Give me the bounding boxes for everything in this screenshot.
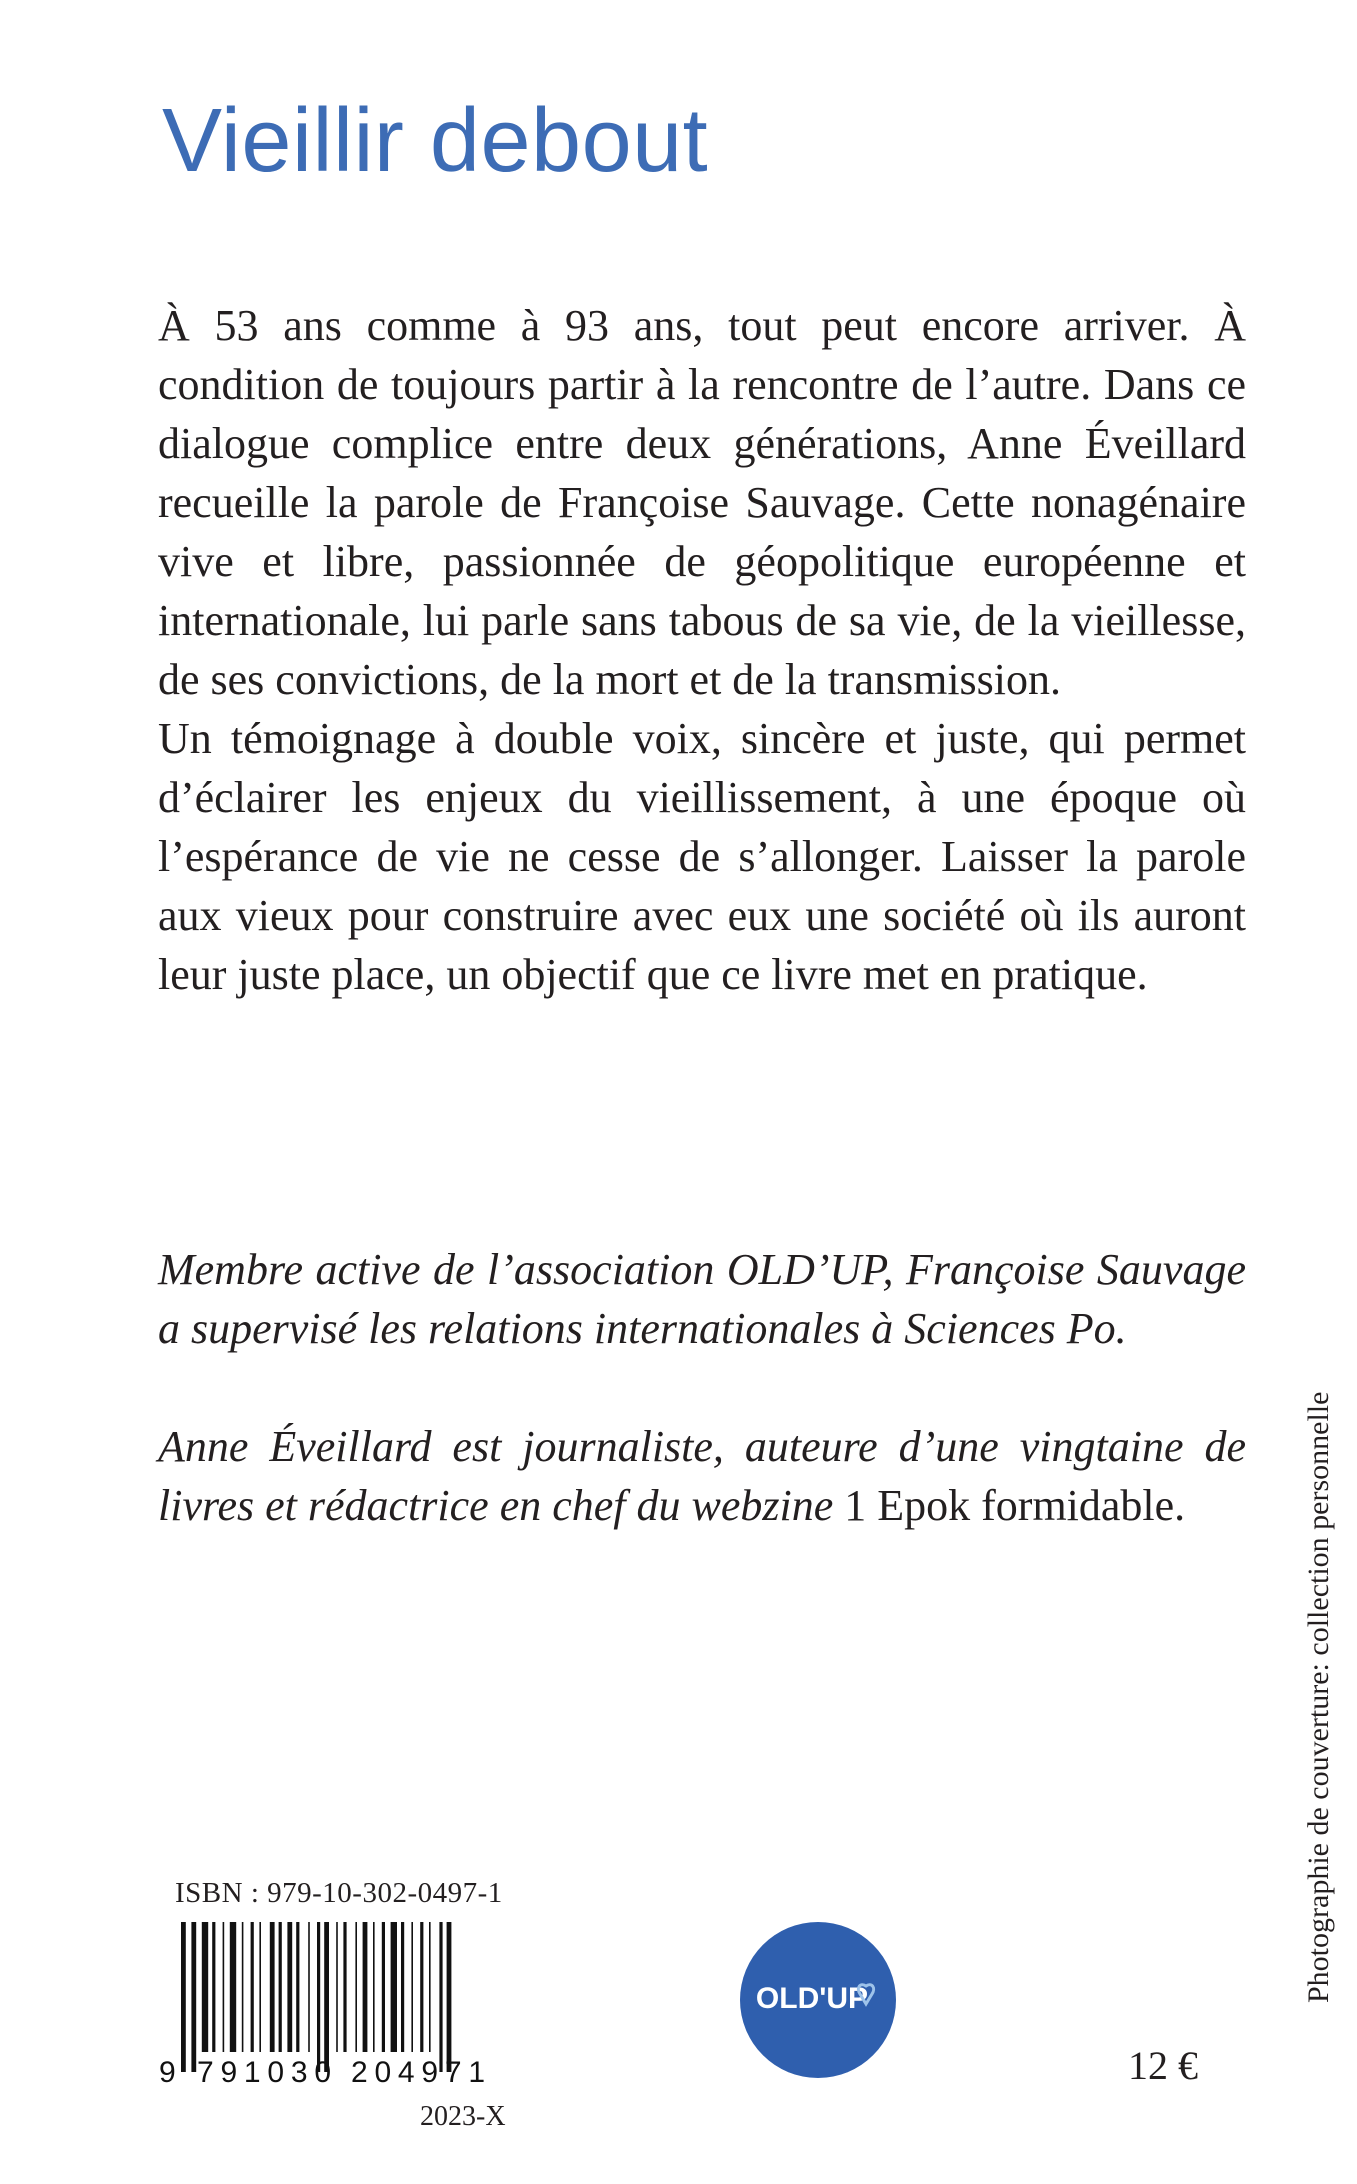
- barcode-digits-left: 791030: [197, 2056, 331, 2087]
- barcode-bar: [296, 1922, 299, 2052]
- photo-credit: Photographie de couverture: collection personnelle: [1302, 1391, 1335, 2003]
- barcode-bar: [336, 1922, 338, 2052]
- barcode-bar: [343, 1922, 346, 2052]
- oldup-logo: [738, 1920, 898, 2080]
- barcode-bar: [382, 1922, 385, 2052]
- author-bio-anne-text: Anne Éveillard est journaliste, auteure d’une vingtaine de livres et rédactrice en chef du webzine: [158, 1422, 1246, 1530]
- barcode-lead-digit: 9: [159, 2056, 176, 2087]
- isbn-label: ISBN : 979-10-302-0497-1: [175, 1877, 503, 1909]
- barcode-bar: [363, 1922, 368, 2052]
- barcode-digits-right: 204971: [351, 2056, 485, 2087]
- barcode-bar: [212, 1922, 215, 2052]
- barcode-bar: [308, 1922, 310, 2052]
- webzine-name: 1 Epok formidable.: [833, 1481, 1186, 1530]
- barcode-bar: [242, 1922, 244, 2052]
- barcode-bar: [181, 1922, 186, 2072]
- book-title: Vieillir debout: [162, 91, 709, 191]
- barcode-bar: [317, 1922, 320, 2072]
- barcode-bar: [279, 1922, 282, 2052]
- barcode-bar: [191, 1922, 196, 2072]
- barcode-bar: [447, 1922, 452, 2072]
- barcode-bar: [259, 1922, 261, 2052]
- barcode-bar: [270, 1922, 275, 2052]
- barcode-bar: [251, 1922, 254, 2052]
- barcode-bar: [420, 1922, 423, 2052]
- barcode-bar: [373, 1922, 375, 2052]
- barcode-bar: [401, 1922, 404, 2052]
- blurb-paragraph-2: Un témoignage à double voix, sincère et juste, qui permet d’éclairer les enjeux du vieillissement, à une époque où l’espérance de vie ne cesse de s’allonger. Laisser la parole aux vieux pour construire avec eux une société où ils auront leur juste place, un objectif que ce livre met en pratique.: [158, 714, 1246, 999]
- barcode-bar: [202, 1922, 208, 2052]
- barcode: [155, 1922, 511, 2087]
- author-bio-anne: [158, 1417, 1246, 1535]
- back-cover-blurb: [158, 296, 1246, 1004]
- barcode-bar: [429, 1922, 431, 2052]
- barcode-bar: [439, 1922, 442, 2072]
- blurb-paragraph-1: À 53 ans comme à 93 ans, tout peut encore arriver. À condition de toujours partir à la rencontre de l’autre. Dans ce dialogue complice entre deux générations, Anne Éveillard recueille la parole de Françoise Sauvage. Cette nonagénaire vive et libre, passionnée de géopolitique européenne et internationale, lui parle sans tabous de sa vie, de la vieillesse, de ses convictions, de la mort et de la transmission.: [158, 301, 1246, 704]
- barcode-bar: [355, 1922, 357, 2052]
- price: 12 €: [1128, 2043, 1198, 2088]
- barcode-bar: [324, 1922, 329, 2072]
- edition-code: 2023-X: [420, 2101, 506, 2132]
- author-bio-francoise: Membre active de l’association OLD’UP, Françoise Sauvage a supervisé les relations internationales à Sciences Po.: [158, 1245, 1246, 1353]
- barcode-bar: [287, 1922, 292, 2052]
- barcode-bar: [223, 1922, 225, 2052]
- barcode-bar: [391, 1922, 397, 2052]
- barcode-bar: [230, 1922, 236, 2052]
- oldup-logo-text: OLD'UP: [755, 1982, 869, 2015]
- barcode-bar: [411, 1922, 413, 2052]
